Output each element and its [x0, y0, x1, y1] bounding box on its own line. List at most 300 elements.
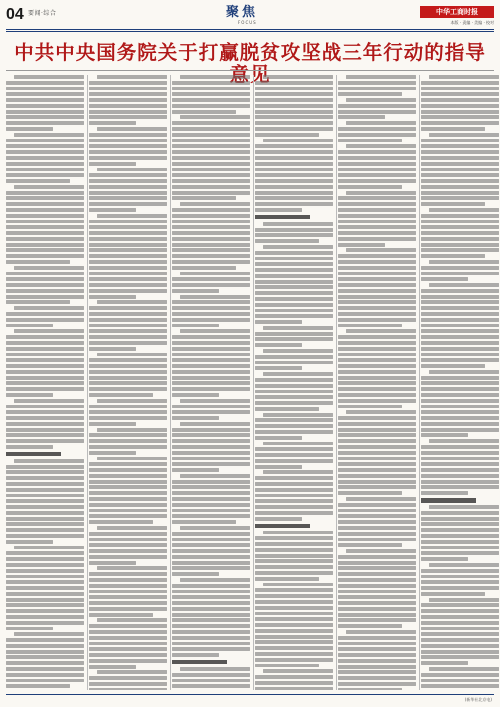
text-line	[338, 353, 416, 357]
text-line	[172, 497, 250, 501]
text-line	[6, 387, 84, 391]
text-line	[89, 283, 167, 287]
text-line	[255, 309, 333, 313]
text-line	[421, 644, 499, 648]
text-line	[6, 150, 84, 154]
text-line	[6, 661, 84, 665]
text-line	[14, 306, 84, 310]
text-line	[6, 592, 84, 596]
text-line	[263, 326, 333, 330]
text-line	[172, 150, 250, 154]
text-line	[338, 422, 416, 426]
text-line	[172, 520, 236, 524]
text-line	[89, 676, 167, 680]
text-line	[172, 647, 250, 651]
text-line	[6, 499, 84, 503]
text-line	[338, 393, 416, 397]
text-line	[172, 538, 250, 542]
text-line	[89, 474, 167, 478]
text-line	[421, 358, 499, 362]
text-line	[6, 156, 84, 160]
text-line	[97, 457, 167, 461]
text-line	[6, 347, 84, 351]
text-line	[338, 428, 416, 432]
text-line	[89, 139, 167, 143]
text-line	[338, 543, 402, 547]
text-line	[172, 509, 250, 513]
text-line	[255, 623, 333, 627]
text-line	[89, 468, 167, 472]
text-line	[255, 635, 333, 639]
text-line	[421, 254, 485, 258]
text-line	[172, 630, 250, 634]
text-line	[255, 505, 333, 509]
text-line	[421, 491, 468, 495]
text-line	[6, 422, 84, 426]
text-line	[429, 598, 499, 602]
text-line	[6, 528, 84, 532]
text-line	[172, 561, 250, 565]
text-line	[172, 364, 250, 368]
text-line	[6, 482, 84, 486]
text-line	[255, 476, 333, 480]
text-line	[255, 588, 333, 592]
text-line	[338, 139, 402, 143]
text-line	[338, 670, 416, 674]
text-line	[421, 621, 499, 625]
text-line	[6, 231, 84, 235]
text-line	[6, 324, 53, 328]
text-line	[6, 488, 84, 492]
text-line	[97, 75, 167, 79]
text-line	[6, 81, 84, 85]
text-line	[338, 485, 416, 489]
text-line	[421, 638, 499, 642]
text-line	[421, 318, 499, 322]
text-line	[338, 387, 416, 391]
text-line	[338, 607, 416, 611]
text-line	[255, 208, 302, 212]
text-line	[421, 87, 499, 91]
text-line	[263, 372, 333, 376]
text-line	[338, 433, 416, 437]
text-line	[338, 520, 416, 524]
text-line	[421, 381, 499, 385]
text-line	[338, 173, 416, 177]
text-line	[255, 401, 333, 405]
text-line	[338, 156, 416, 160]
text-line	[255, 577, 319, 581]
text-line	[6, 615, 84, 619]
text-line	[255, 517, 302, 521]
text-line	[338, 595, 416, 599]
text-line	[14, 399, 84, 403]
text-line	[263, 75, 333, 79]
text-line	[89, 503, 167, 507]
text-line	[429, 439, 499, 443]
text-line	[255, 355, 333, 359]
newspaper-logo: 中华工商时报	[420, 6, 494, 18]
text-line	[255, 542, 333, 546]
text-line	[255, 280, 333, 284]
text-line	[346, 549, 416, 553]
text-line	[180, 202, 250, 206]
text-line	[89, 121, 136, 125]
text-line	[89, 202, 167, 206]
text-line	[6, 439, 84, 443]
text-line	[172, 92, 250, 96]
text-line	[6, 254, 84, 258]
text-line	[255, 559, 333, 563]
text-line	[255, 418, 333, 422]
text-line	[6, 370, 84, 374]
text-line	[255, 196, 333, 200]
text-line	[6, 644, 84, 648]
text-line	[89, 272, 167, 276]
text-line	[338, 150, 416, 154]
text-line	[338, 572, 416, 576]
text-line	[255, 652, 333, 656]
text-line	[6, 609, 84, 613]
text-line	[421, 445, 499, 449]
text-line	[6, 684, 70, 688]
text-line	[338, 347, 416, 351]
text-line	[180, 329, 250, 333]
text-line	[421, 231, 499, 235]
text-line	[421, 162, 499, 166]
text-line	[6, 465, 84, 469]
text-line	[338, 260, 416, 264]
text-line	[338, 283, 416, 287]
text-line	[421, 451, 499, 455]
text-line	[255, 465, 302, 469]
text-line	[172, 381, 250, 385]
text-line	[89, 150, 167, 154]
text-line	[172, 673, 250, 677]
section-subheading	[255, 524, 310, 528]
text-line	[89, 156, 167, 160]
text-line	[89, 485, 167, 489]
text-line	[6, 272, 84, 276]
text-line	[89, 497, 167, 501]
text-line	[97, 428, 167, 432]
text-line	[172, 549, 250, 553]
text-line	[255, 536, 333, 540]
text-line	[6, 569, 84, 573]
text-line	[172, 457, 250, 461]
text-line	[338, 665, 416, 669]
text-line	[338, 381, 416, 385]
text-line	[172, 433, 250, 437]
text-line	[172, 248, 250, 252]
text-line	[6, 220, 84, 224]
text-line	[89, 410, 167, 414]
text-line	[421, 272, 499, 276]
text-line	[172, 289, 219, 293]
text-line	[338, 295, 416, 299]
text-line	[172, 81, 250, 85]
text-line	[89, 312, 167, 316]
text-line	[421, 615, 499, 619]
text-line	[6, 318, 84, 322]
text-line	[255, 127, 333, 131]
text-line	[89, 196, 167, 200]
text-line	[172, 503, 250, 507]
text-line	[338, 127, 416, 131]
text-line	[255, 571, 333, 575]
text-line	[89, 243, 167, 247]
text-line	[89, 306, 167, 310]
text-line	[172, 584, 250, 588]
text-line	[338, 445, 416, 449]
text-line	[89, 104, 167, 108]
text-line	[6, 563, 84, 567]
text-line	[255, 640, 333, 644]
text-line	[255, 179, 333, 183]
text-line	[6, 110, 84, 114]
text-line	[421, 243, 499, 247]
text-line	[338, 243, 385, 247]
section-subheading	[6, 452, 61, 456]
text-line	[255, 424, 333, 428]
text-line	[6, 445, 53, 449]
text-line	[89, 688, 167, 690]
text-line	[338, 115, 385, 119]
text-line	[97, 399, 167, 403]
column-divider	[87, 75, 88, 690]
text-line	[6, 295, 84, 299]
text-line	[172, 410, 250, 414]
text-line	[89, 208, 136, 212]
text-line	[421, 341, 499, 345]
text-line	[421, 277, 468, 281]
text-line	[338, 185, 402, 189]
text-line	[172, 347, 250, 351]
text-line	[97, 168, 167, 172]
text-line	[429, 370, 499, 374]
text-line	[421, 104, 499, 108]
text-line	[263, 413, 333, 417]
text-line	[6, 580, 84, 584]
text-line	[89, 335, 167, 339]
text-line	[97, 300, 167, 304]
text-line	[346, 410, 416, 414]
text-line	[89, 555, 167, 559]
text-line	[89, 376, 167, 380]
text-line	[421, 474, 499, 478]
text-line	[6, 416, 84, 420]
text-line	[172, 191, 250, 195]
text-line	[421, 557, 468, 561]
text-line	[6, 104, 84, 108]
text-line	[6, 243, 84, 247]
text-line	[89, 87, 167, 91]
text-line	[6, 667, 84, 671]
text-line	[421, 214, 499, 218]
text-line	[172, 127, 250, 131]
text-line	[421, 517, 499, 521]
text-line	[89, 561, 136, 565]
text-line	[89, 329, 167, 333]
text-line	[172, 439, 250, 443]
text-line	[89, 630, 167, 634]
text-line	[338, 214, 416, 218]
text-line	[6, 364, 84, 368]
text-line	[172, 684, 250, 688]
text-line	[172, 370, 250, 374]
text-line	[263, 583, 333, 587]
text-line	[6, 144, 84, 148]
text-line	[421, 202, 485, 206]
text-line	[255, 110, 333, 114]
text-line	[421, 546, 499, 550]
text-line	[89, 92, 167, 96]
text-line	[89, 318, 167, 322]
text-line	[338, 532, 416, 536]
text-line	[255, 565, 333, 569]
text-column-4	[255, 75, 333, 690]
text-line	[89, 445, 167, 449]
text-line	[172, 480, 250, 484]
text-line	[89, 347, 136, 351]
text-line	[421, 575, 499, 579]
text-line	[346, 630, 416, 634]
text-line	[89, 289, 167, 293]
text-line	[421, 632, 499, 636]
text-line	[172, 225, 250, 229]
text-line	[421, 457, 499, 461]
text-line	[338, 653, 416, 657]
text-line	[346, 98, 416, 102]
text-line	[172, 451, 250, 455]
text-line	[172, 300, 250, 304]
text-line	[255, 494, 333, 498]
top-rule	[6, 29, 494, 30]
text-line	[421, 139, 499, 143]
text-line	[255, 499, 333, 503]
text-line	[338, 266, 416, 270]
text-line	[338, 566, 416, 570]
text-line	[338, 416, 416, 420]
text-line	[89, 624, 167, 628]
text-line	[421, 540, 499, 544]
text-line	[89, 682, 167, 686]
text-line	[89, 191, 167, 195]
text-line	[172, 139, 250, 143]
text-line	[255, 168, 333, 172]
text-line	[255, 332, 333, 336]
text-line	[172, 98, 250, 102]
text-line	[89, 393, 153, 397]
text-line	[6, 87, 84, 91]
text-line	[89, 636, 167, 640]
text-line	[338, 480, 416, 484]
text-line	[255, 390, 333, 394]
text-line	[89, 144, 167, 148]
text-line	[338, 642, 416, 646]
text-line	[421, 115, 499, 119]
column-divider	[170, 75, 171, 690]
text-line	[263, 669, 333, 673]
text-line	[180, 399, 250, 403]
text-line	[97, 526, 167, 530]
text-line	[89, 480, 167, 484]
text-line	[89, 538, 167, 542]
text-line	[255, 150, 333, 154]
text-line	[421, 551, 499, 555]
text-line	[338, 613, 416, 617]
text-line	[6, 433, 84, 437]
text-line	[97, 618, 167, 622]
text-line	[172, 445, 250, 449]
text-line	[255, 87, 333, 91]
text-line	[89, 462, 167, 466]
text-line	[338, 289, 416, 293]
text-line	[421, 405, 499, 409]
text-line	[6, 638, 84, 642]
footer-note: (新华社北京电)	[464, 697, 492, 702]
text-line	[89, 491, 167, 495]
text-line	[255, 262, 333, 266]
text-line	[89, 387, 167, 391]
text-line	[255, 600, 333, 604]
text-line	[6, 517, 84, 521]
text-line	[421, 679, 499, 683]
text-line	[338, 405, 402, 409]
text-line	[6, 196, 84, 200]
text-line	[89, 115, 167, 119]
text-line	[338, 300, 416, 304]
text-line	[6, 115, 84, 119]
text-line	[255, 239, 319, 243]
text-line	[6, 655, 84, 659]
text-line	[172, 468, 219, 472]
text-line	[338, 526, 416, 530]
text-line	[89, 543, 167, 547]
text-line	[421, 511, 499, 515]
text-line	[421, 376, 499, 380]
text-line	[338, 168, 416, 172]
text-line	[255, 430, 333, 434]
text-line	[338, 231, 416, 235]
text-line	[89, 549, 167, 553]
text-line	[338, 561, 416, 565]
text-line	[421, 185, 499, 189]
text-line	[6, 627, 53, 631]
text-line	[421, 655, 499, 659]
text-line	[421, 433, 468, 437]
text-line	[172, 173, 250, 177]
text-line	[421, 468, 499, 472]
text-line	[14, 75, 84, 79]
text-line	[421, 416, 499, 420]
text-line	[6, 92, 84, 96]
text-line	[421, 306, 499, 310]
text-line	[89, 642, 167, 646]
text-line	[338, 277, 416, 281]
text-line	[421, 173, 499, 177]
text-line	[338, 503, 416, 507]
text-line	[89, 364, 167, 368]
text-line	[429, 75, 499, 79]
text-line	[6, 283, 84, 287]
text-line	[6, 557, 84, 561]
text-line	[255, 285, 333, 289]
text-column-2	[89, 75, 167, 690]
text-line	[89, 81, 167, 85]
text-line	[255, 548, 333, 552]
text-line	[6, 586, 84, 590]
